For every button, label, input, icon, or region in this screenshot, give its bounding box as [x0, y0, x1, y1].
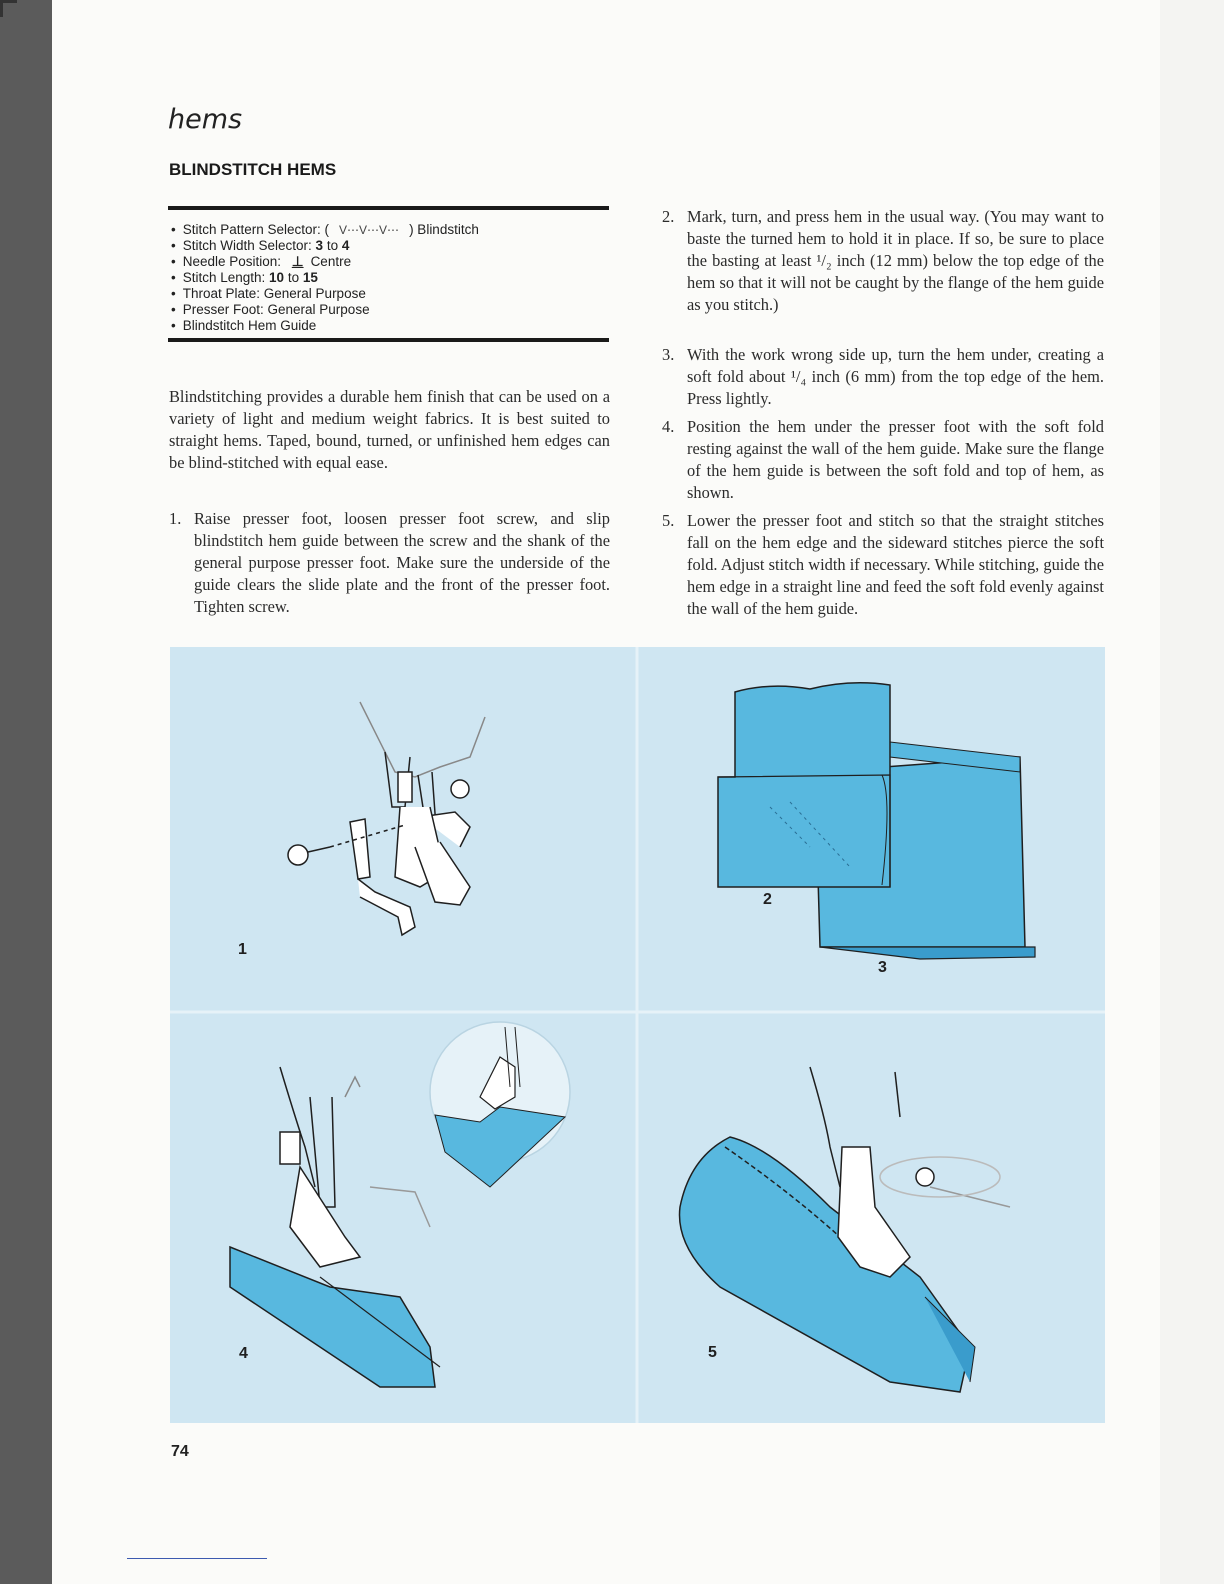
page-number: 74: [171, 1443, 189, 1460]
setting-length-min: 10: [269, 270, 285, 285]
setting-needle-value: Centre: [310, 254, 352, 269]
step-text: Mark, turn, and press hem in the usual way. (You may want to baste the turned hem to hold it in place. If so, be sure to place the basting at least ¹/₂ inch (12 mm) below the top edge of the hem so that it will not be caught by the flange of the hem guide as you stitch.): [687, 207, 1104, 314]
setting-width-label: Stitch Width Selector:: [182, 238, 316, 253]
step-text: Position the hem under the presser foot with the soft fold resting against the wall of the hem guide. Make sure the flange of the hem guide is between the soft fold and top of hem, as shown.: [687, 417, 1104, 502]
setting-width-min: 3: [315, 238, 324, 253]
figure-label-4: 4: [239, 1345, 248, 1362]
step-5: [662, 510, 1104, 644]
illustration-svg: [170, 647, 1105, 1423]
step-number: 3.: [662, 345, 675, 364]
setting-length-label: Stitch Length:: [182, 270, 270, 285]
intro-paragraph: Blindstitching provides a durable hem finish that can be used on a variety of light and medium weight fabrics. It is best suited to straight hems. Taped, bound, turned, or unfinished hem edges can be blind-stitched with equal ease.: [169, 387, 610, 472]
step-text: Lower the presser foot and stitch so that the straight stitches fall on the hem edge and the sideward stitches pierce the soft fold. Adjust stitch width if necessary. While stitching, guide the hem edge in a straight line and feed the soft fold evenly against the wall of the hem guide.: [687, 511, 1104, 618]
setting-width-to: to: [323, 238, 342, 253]
step-1: [169, 508, 610, 648]
figure-label-3: 3: [878, 959, 887, 976]
step-number: 1.: [169, 509, 182, 528]
figure-label-2: 2: [763, 891, 772, 908]
section-title: hems: [168, 104, 243, 135]
blindstitch-pattern-icon: V⋯V⋯V⋯: [339, 223, 400, 237]
figure-label-5: 5: [708, 1344, 717, 1361]
setting-pattern-label: Stitch Pattern Selector: (: [182, 222, 330, 237]
setting-needle: [171, 254, 479, 270]
setting-guide: • Blindstitch Hem Guide: [171, 318, 479, 334]
setting-length: [171, 270, 479, 286]
section-subtitle: BLINDSTITCH HEMS: [169, 160, 337, 179]
setting-needle-label: Needle Position:: [182, 254, 285, 269]
corner-mark: [0, 0, 17, 17]
step-2: [662, 206, 1104, 346]
settings-list: [171, 222, 479, 334]
step-4: [662, 416, 1104, 508]
needle-centre-icon: ⊥: [291, 254, 304, 269]
figure-label-1: 1: [238, 941, 247, 958]
setting-throat-plate: • Throat Plate: General Purpose: [171, 286, 479, 302]
step-number: 4.: [662, 417, 675, 436]
settings-box: [168, 206, 609, 342]
setting-presser-foot: • Presser Foot: General Purpose: [171, 302, 479, 318]
step-number: 2.: [662, 207, 675, 226]
setting-width-max: 4: [341, 238, 350, 253]
step-text: With the work wrong side up, turn the hem under, creating a soft fold about ¹/₄ inch (6 mm) from the top edge of the hem. Press lightly.: [687, 345, 1104, 408]
setting-length-max: 15: [302, 270, 318, 285]
step-number: 5.: [662, 511, 675, 530]
scan-artifact-line: [127, 1558, 267, 1559]
step-text: Raise presser foot, loosen presser foot screw, and slip blindstitch hem guide between the screw and the shank of the general purpose presser foot. Make sure the underside of the guide clears the slide plate and the front of the presser foot. Tighten screw.: [194, 509, 610, 616]
step-3: [662, 344, 1104, 414]
setting-width: [171, 238, 479, 254]
setting-pattern-value: ) Blindstitch: [409, 222, 479, 237]
page-edge: [1160, 0, 1224, 1584]
setting-length-to: to: [284, 270, 303, 285]
illustration-figure: [170, 647, 1105, 1423]
setting-pattern: [171, 222, 479, 238]
